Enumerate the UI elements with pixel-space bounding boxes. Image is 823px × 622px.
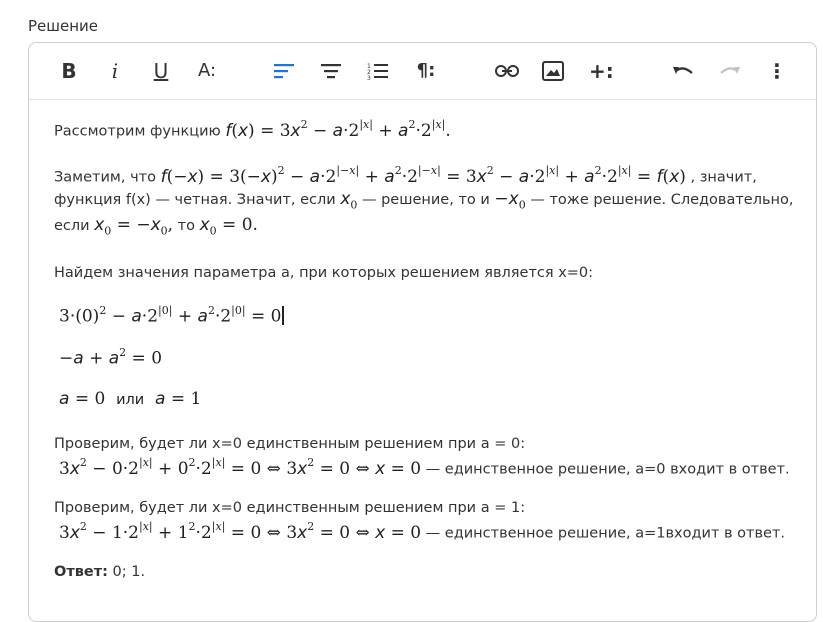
align-center-button[interactable] xyxy=(320,58,344,84)
undo-button[interactable] xyxy=(671,58,695,84)
redo-icon xyxy=(719,64,741,78)
redo-button[interactable] xyxy=(718,58,742,84)
align-left-icon xyxy=(274,63,296,79)
more-menu-button[interactable]: ⋮ xyxy=(767,59,787,83)
paragraph-even-line1: Заметим, что $f(-x) = 3(-x)^2 - a\cdot 2^{|-x|} + a^2\cdot 2^{|-x|} = 3x^2 - a\cdot 2^{|x|} + a^2\cdot 2^{|x|} = f(x)$ , значит, xyxy=(54,164,757,187)
paragraph-find-a: Найдем значения параметра а, при которых решением является x=0: xyxy=(54,265,594,281)
equation-simplified: $-a + a^2 = 0$ xyxy=(59,346,163,369)
paragraph-button[interactable]: ¶: xyxy=(416,60,436,81)
image-button[interactable] xyxy=(541,58,565,84)
equation-roots: a = 0 или a = 1 xyxy=(59,389,202,409)
rich-text-editor[interactable] xyxy=(28,42,817,622)
font-style-button[interactable]: A: xyxy=(197,60,217,81)
link-icon xyxy=(495,64,519,78)
svg-text:2: 2 xyxy=(367,69,371,76)
insert-more-button[interactable]: +: xyxy=(589,59,614,83)
paragraph-check-a0: Проверим, будет ли x=0 единственным решением при a = 0: xyxy=(54,436,526,452)
answer-label: Ответ: xyxy=(54,564,108,580)
svg-text:3: 3 xyxy=(367,75,371,80)
svg-text:1: 1 xyxy=(367,63,371,70)
link-button[interactable] xyxy=(495,58,519,84)
numbered-list-button[interactable] xyxy=(366,58,390,84)
paragraph-function: Рассмотрим функцию $f(x) = 3x^2 - a\cdot 2^{|x|} + a^2\cdot 2^{|x|}$. xyxy=(54,118,451,141)
undo-icon xyxy=(672,64,694,78)
section-label: Решение xyxy=(28,17,99,35)
editor-toolbar xyxy=(29,43,816,100)
align-center-icon xyxy=(321,63,343,79)
bold-button[interactable]: B xyxy=(61,59,77,83)
image-icon xyxy=(542,61,564,81)
align-left-button[interactable] xyxy=(273,58,297,84)
text-cursor xyxy=(282,306,284,325)
underline-button[interactable]: U xyxy=(153,59,169,83)
equation-check-a0: $3x^2 - 0\cdot 2^{|x|} + 0^2\cdot 2^{|x|} = 0$ ⇔ $3x^2 = 0$ ⇔ x = 0 — единственное решение, a=0 входит в ответ. xyxy=(59,456,790,479)
paragraph-check-a1: Проверим, будет ли x=0 единственным решением при a = 1: xyxy=(54,500,526,516)
paragraph-answer xyxy=(54,564,145,580)
italic-button[interactable]: i xyxy=(111,59,119,83)
answer-value: 0; 1. xyxy=(107,564,146,580)
paragraph-even-line3: если $x_0 = -x_0$, то $x_0 = 0$. xyxy=(54,215,258,238)
equation-check-a1: $3x^2 - 1\cdot 2^{|x|} + 1^2\cdot 2^{|x|} = 0$ ⇔ $3x^2 = 0$ ⇔ x = 0 — единственное решение, a=1входит в ответ. xyxy=(59,520,786,543)
numbered-list-icon xyxy=(367,62,389,80)
paragraph-even-line2: функция f(x) — четная. Значит, если $x_0$ — решение, то $и -x_0$ — тоже решение. Следовательно, xyxy=(54,189,794,212)
equation-substitution: $3\cdot(0)^2 - a\cdot 2^{|0|} + a^2\cdot 2^{|0|} = 0$ xyxy=(59,305,284,327)
